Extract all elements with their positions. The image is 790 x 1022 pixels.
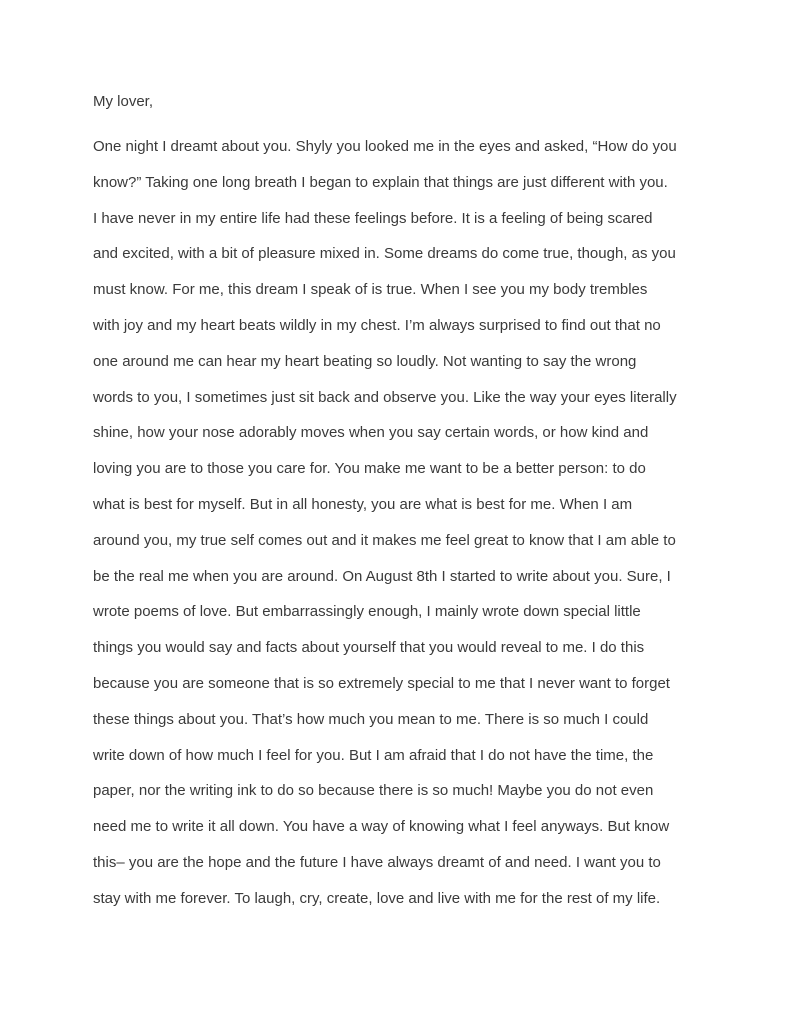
- letter-line: write down of how much I feel for you. But I am afraid that I do not have the time, the: [93, 746, 654, 764]
- letter-body: [93, 135, 703, 923]
- letter-line: be the real me when you are around. On August 8th I started to write about you. Sure, I: [93, 567, 671, 585]
- letter-line: around you, my true self comes out and it makes me feel great to know that I am able to: [93, 531, 676, 549]
- letter-line: shine, how your nose adorably moves when you say certain words, or how kind and: [93, 424, 649, 442]
- letter-line: with joy and my heart beats wildly in my chest. I’m always surprised to find out that no: [93, 316, 661, 334]
- letter-line: and excited, with a bit of pleasure mixed in. Some dreams do come true, though, as you: [93, 245, 676, 263]
- letter-line: things you would say and facts about yourself that you would reveal to me. I do this: [93, 639, 645, 657]
- letter-line: stay with me forever. To laugh, cry, create, love and live with me for the rest of my life.: [93, 889, 661, 907]
- letter-line: wrote poems of love. But embarrassingly enough, I mainly wrote down special little: [93, 603, 641, 621]
- letter-line: know?” Taking one long breath I began to explain that things are just different with you.: [93, 173, 668, 191]
- letter-line: this– you are the hope and the future I have always dreamt of and need. I want you to: [93, 853, 661, 871]
- letter-line: I have never in my entire life had these feelings before. It is a feeling of being scared: [93, 209, 653, 227]
- letter-line: paper, nor the writing ink to do so because there is so much! Maybe you do not even: [93, 782, 654, 800]
- letter-salutation: My lover,: [93, 93, 154, 110]
- letter-line: need me to write it all down. You have a way of knowing what I feel anyways. But know: [93, 818, 670, 836]
- letter-line: one around me can hear my heart beating so loudly. Not wanting to say the wrong: [93, 352, 637, 370]
- letter-line: must know. For me, this dream I speak of is true. When I see you my body trembles: [93, 281, 648, 299]
- letter-line: One night I dreamt about you. Shyly you looked me in the eyes and asked, “How do you: [93, 138, 677, 155]
- love-letter: [93, 90, 703, 923]
- letter-line: what is best for myself. But in all honesty, you are what is best for me. When I am: [93, 495, 633, 513]
- letter-line: these things about you. That’s how much you mean to me. There is so much I could: [93, 710, 649, 728]
- letter-line: because you are someone that is so extremely special to me that I never want to forget: [93, 674, 670, 692]
- letter-line: loving you are to those you care for. You make me want to be a better person: to do: [93, 460, 646, 478]
- letter-line: words to you, I sometimes just sit back and observe you. Like the way your eyes literally: [93, 388, 677, 406]
